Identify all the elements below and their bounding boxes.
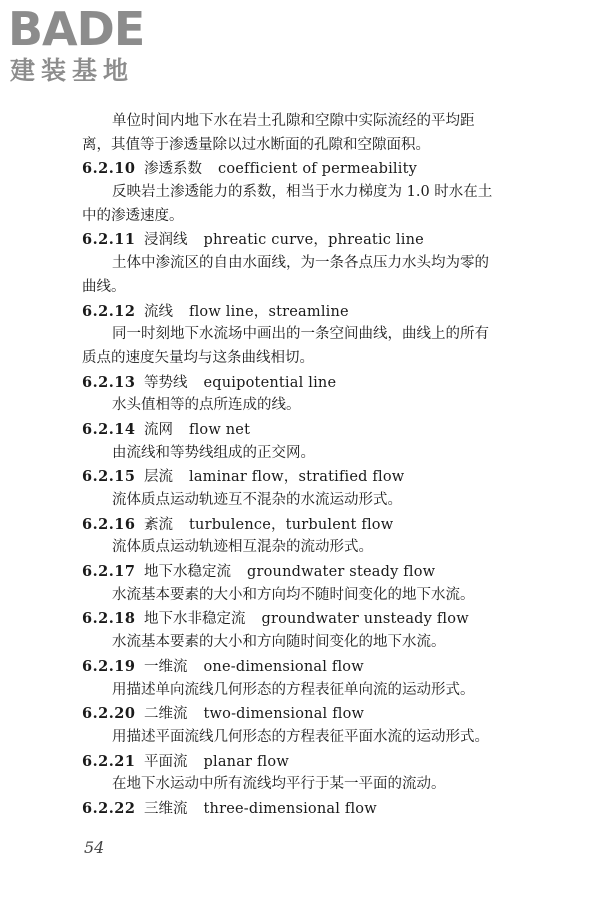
term-chinese: 层流 xyxy=(144,469,173,486)
page-number: 54 xyxy=(84,838,105,857)
term-english: groundwater steady flow xyxy=(247,564,436,581)
term-chinese: 流网 xyxy=(144,421,173,438)
term-number: 6.2.15 xyxy=(82,468,136,486)
term-number: 6.2.22 xyxy=(82,799,136,817)
definition-line: 反映岩土渗透能力的系数，相当于水力梯度为 1.0 时水在土 xyxy=(112,184,493,201)
term-chinese: 一维流 xyxy=(144,658,188,675)
definition-continuation: 离，其值等于渗透量除以过水断面的孔隙和空隙面积。 xyxy=(82,136,430,153)
term-number: 6.2.13 xyxy=(82,373,136,391)
term-heading xyxy=(82,655,522,679)
term-chinese: 渗透系数 xyxy=(144,161,202,178)
term-chinese: 地下水非稳定流 xyxy=(144,611,246,628)
definition-line: 由流线和等势线组成的正交网。 xyxy=(112,444,315,461)
term-heading xyxy=(82,300,522,324)
definition-line: 用描述平面流线几何形态的方程表征平面水流的运动形式。 xyxy=(112,728,489,745)
definition-line: 水头值相等的点所连成的线。 xyxy=(112,397,301,414)
term-heading xyxy=(82,157,522,181)
definition-line: 用描述单向流线几何形态的方程表征单向流的运动形式。 xyxy=(112,681,475,698)
term-chinese: 二维流 xyxy=(144,706,188,723)
definition-line: 水流基本要素的大小和方向随时间变化的地下水流。 xyxy=(112,634,446,651)
term-chinese: 浸润线 xyxy=(144,232,188,249)
definition-continuation: 中的渗透速度。 xyxy=(82,207,184,224)
term-number: 6.2.20 xyxy=(82,705,136,723)
logo-wordmark: BADE xyxy=(8,2,145,56)
term-chinese: 等势线 xyxy=(144,374,188,391)
term-number: 6.2.14 xyxy=(82,420,136,438)
term-chinese: 地下水稳定流 xyxy=(144,564,231,581)
definition-continuation: 曲线。 xyxy=(82,278,126,295)
term-chinese: 三维流 xyxy=(144,800,188,817)
term-heading xyxy=(82,607,522,631)
term-english: flow line，streamline xyxy=(189,303,349,320)
term-heading xyxy=(82,513,522,537)
term-heading xyxy=(82,560,522,584)
term-number: 6.2.18 xyxy=(82,610,136,628)
term-number: 6.2.10 xyxy=(82,160,136,178)
term-heading xyxy=(82,371,522,395)
term-number: 6.2.19 xyxy=(82,657,136,675)
term-english: equipotential line xyxy=(203,374,337,391)
term-heading xyxy=(82,418,522,442)
term-chinese: 平面流 xyxy=(144,753,188,770)
definition-line: 单位时间内地下水在岩土孔隙和空隙中实际流经的平均距 xyxy=(112,113,475,129)
term-english: planar flow xyxy=(203,753,289,770)
document-body xyxy=(82,110,522,821)
term-number: 6.2.11 xyxy=(82,231,136,249)
term-heading xyxy=(82,750,522,774)
term-number: 6.2.12 xyxy=(82,302,136,320)
term-number: 6.2.17 xyxy=(82,563,136,581)
term-number: 6.2.21 xyxy=(82,752,136,770)
term-english: one-dimensional flow xyxy=(203,658,364,675)
definition-continuation: 质点的速度矢量均与这条曲线相切。 xyxy=(82,349,314,366)
definition-line: 流体质点运动轨迹互不混杂的水流运动形式。 xyxy=(112,492,402,508)
term-english: three-dimensional flow xyxy=(203,800,377,817)
definition-line: 土体中渗流区的自由水面线，为一条各点压力水头均为零的 xyxy=(112,255,489,272)
term-number: 6.2.16 xyxy=(82,515,136,533)
definition-line: 水流基本要素的大小和方向均不随时间变化的地下水流。 xyxy=(112,586,475,603)
term-english: coefficient of permeability xyxy=(218,161,418,178)
definition-line: 流体质点运动轨迹相互混杂的流动形式。 xyxy=(112,539,373,556)
term-heading xyxy=(82,797,522,821)
term-heading xyxy=(82,228,522,252)
term-english: laminar flow，stratified flow xyxy=(189,469,405,486)
term-heading xyxy=(82,702,522,726)
term-heading xyxy=(82,465,522,489)
term-english: turbulence，turbulent flow xyxy=(189,516,394,533)
term-chinese: 流线 xyxy=(144,303,173,320)
definition-line: 在地下水运动中所有流线均平行于某一平面的流动。 xyxy=(112,776,446,793)
term-english: phreatic curve，phreatic line xyxy=(203,232,424,249)
term-english: two-dimensional flow xyxy=(203,706,365,723)
definition-line: 同一时刻地下水流场中画出的一条空间曲线，曲线上的所有 xyxy=(112,326,489,343)
bade-logo xyxy=(8,4,178,86)
term-chinese: 紊流 xyxy=(144,516,173,533)
logo-chinese-text: 建装基地 xyxy=(10,56,135,85)
term-english: flow net xyxy=(189,421,251,438)
term-english: groundwater unsteady flow xyxy=(261,611,469,628)
